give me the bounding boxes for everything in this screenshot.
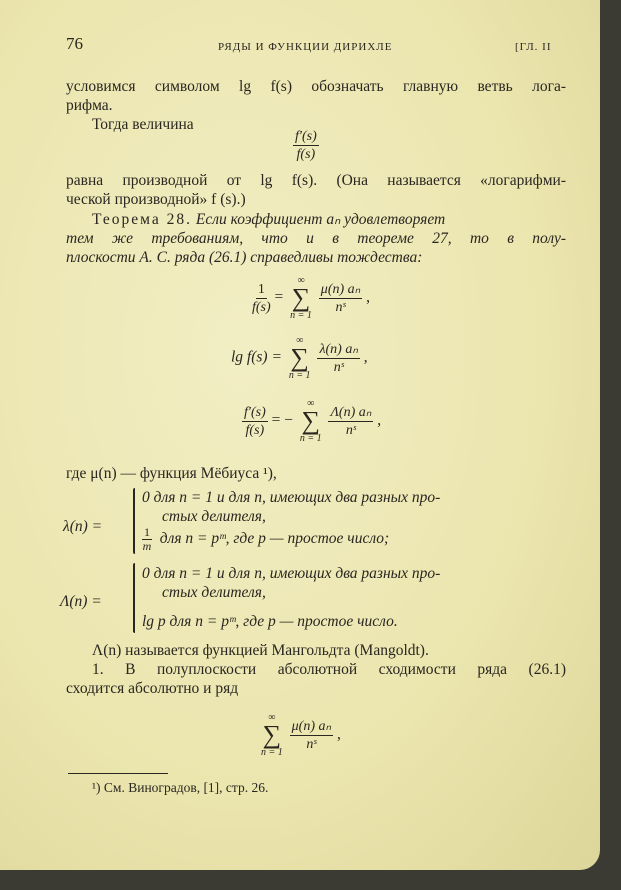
punctuation: ,	[366, 288, 370, 306]
brace	[133, 563, 135, 633]
fraction-numerator: f′(s)	[244, 404, 266, 420]
fraction-numerator: 1	[144, 525, 150, 539]
formula-lhs: lg f(s) =	[231, 348, 282, 366]
text-line: тем же требованиям, что и в теореме 27, то в полу-	[66, 230, 566, 247]
punctuation: ,	[377, 411, 382, 429]
running-title: РЯДЫ И ФУНКЦИИ ДИРИХЛЕ	[218, 41, 393, 53]
text-line: Тогда величина	[92, 116, 194, 133]
case-line	[142, 526, 389, 553]
sigma-icon: ∑	[262, 720, 282, 749]
text-line: сходится абсолютно и ряд	[66, 680, 239, 697]
formula-series	[258, 712, 341, 758]
case-line: 0 для n = 1 и для n, имеющих два разных про-	[142, 565, 441, 582]
case-line: стых делителя,	[162, 584, 266, 601]
text-line: где μ(n) — функция Мёбиуса ¹),	[66, 465, 277, 482]
fraction-numerator: f′(s)	[295, 129, 317, 144]
lambda-lhs: λ(n) =	[63, 518, 103, 535]
sum-upper: ∞	[297, 275, 305, 286]
footnote-divider	[68, 773, 168, 774]
sum-lower: n = 1	[288, 370, 311, 381]
text-line: ческой производной» f (s).)	[66, 191, 246, 208]
page-number: 76	[66, 34, 83, 53]
sum-upper: ∞	[296, 335, 304, 346]
fraction-denominator: nˢ	[333, 359, 344, 375]
punctuation: ,	[363, 348, 368, 366]
fraction-denominator: nˢ	[335, 299, 346, 315]
sum-lower: n = 1	[299, 433, 322, 444]
fraction-numerator: λ(n) aₙ	[319, 341, 358, 357]
text-line: равна производной от lg f(s). (Она называется «логарифми-	[66, 172, 566, 189]
theorem-label	[92, 210, 445, 229]
sum-upper: ∞	[307, 398, 315, 409]
fraction-denominator: f(s)	[245, 422, 265, 438]
text-line: условимся символом lg f(s) обозначать главную ветвь лога-	[66, 78, 566, 95]
footnote: ¹) См. Виноградов, [1], стр. 26.	[92, 780, 269, 795]
fraction-denominator: m	[142, 539, 152, 553]
text-line: Если коэффициент aₙ удовлетворяет	[195, 211, 446, 228]
sum-lower: n = 1	[261, 747, 283, 758]
case-text: для n = pᵐ, где p — простое число;	[159, 530, 390, 548]
formula-mangoldt	[242, 398, 381, 444]
sigma-icon: ∑	[291, 283, 311, 312]
text-line: плоскости А. С. ряда (26.1) справедливы тождества:	[66, 249, 423, 266]
chapter-label: [ГЛ. II	[515, 41, 552, 53]
fraction-numerator: Λ(n) aₙ	[330, 404, 372, 420]
sigma-icon: ∑	[301, 406, 320, 435]
equals-sign: =	[274, 288, 284, 306]
case-line: 0 для n = 1 и для n, имеющих два разных про-	[142, 489, 441, 506]
equals-sign: = −	[271, 411, 293, 429]
fraction-denominator: nˢ	[306, 736, 317, 752]
brace	[133, 488, 135, 554]
formula-log	[231, 335, 368, 381]
fraction-numerator: μ(n) aₙ	[320, 281, 361, 297]
theorem-title: Теорема 28.	[92, 211, 192, 228]
fraction-numerator: 1	[257, 281, 265, 297]
mangoldt-lhs: Λ(n) =	[60, 593, 102, 610]
text-line: рифма.	[66, 97, 113, 114]
fraction-denominator: nˢ	[345, 422, 356, 438]
formula-mobius	[252, 275, 370, 321]
fraction-numerator: μ(n) aₙ	[291, 718, 332, 734]
fraction-denominator: f(s)	[252, 299, 271, 315]
sigma-icon: ∑	[290, 343, 309, 372]
formula-log-derivative	[293, 128, 319, 163]
sum-lower: n = 1	[290, 310, 312, 321]
fraction-denominator: f(s)	[296, 147, 316, 162]
case-line: стых делителя,	[162, 508, 266, 525]
punctuation: ,	[336, 725, 341, 743]
text-line: Λ(n) называется функцией Мангольдта (Mangoldt).	[92, 642, 429, 659]
case-line: lg p для n = pᵐ, где p — простое число.	[142, 613, 398, 630]
sum-upper: ∞	[268, 712, 276, 723]
text-line: 1. В полуплоскости абсолютной сходимости ряда (26.1)	[92, 661, 566, 678]
